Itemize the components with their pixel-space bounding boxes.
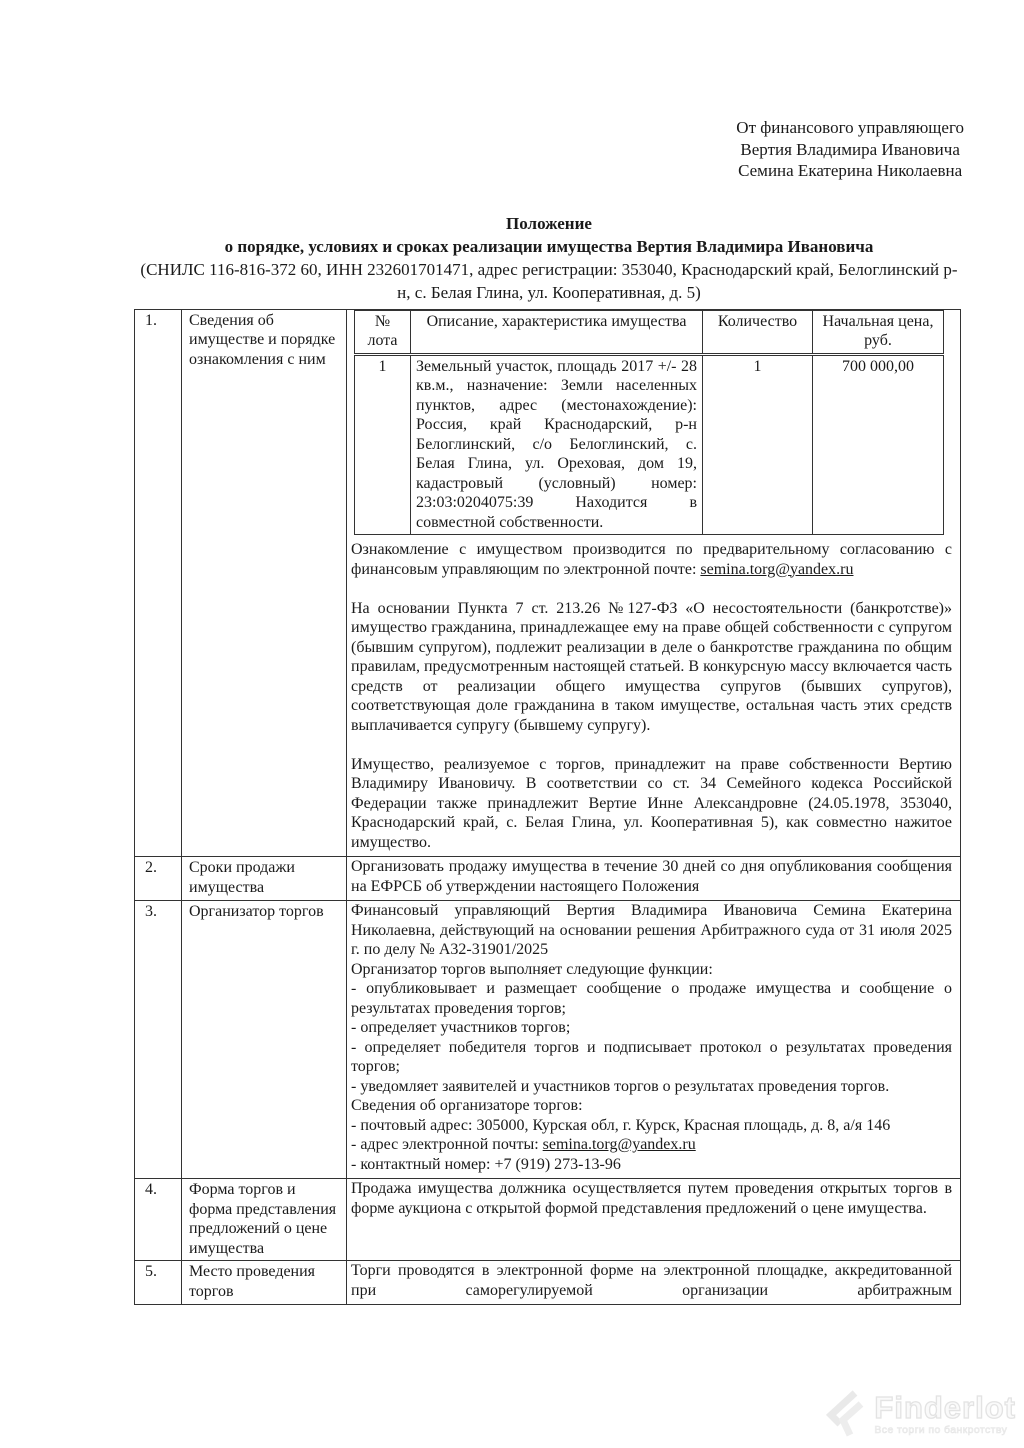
- section-content: [347, 309, 961, 857]
- title-block: [134, 212, 964, 304]
- table-row-auction-form: [135, 1179, 961, 1261]
- phone-line: - контактный номер: +7 (919) 273-13-96: [351, 1155, 621, 1173]
- section-content: [347, 1261, 961, 1305]
- document-title: Положение: [506, 213, 592, 233]
- sender-line: От финансового управляющего: [736, 118, 964, 137]
- viewing-paragraph: [351, 540, 952, 579]
- email-link[interactable]: semina.torg@yandex.ru: [542, 1136, 696, 1153]
- lot-col-header-price: Начальная цена, руб.: [813, 310, 944, 354]
- functions-heading: Организатор торгов выполняет следующие функции:: [351, 960, 713, 978]
- function-item: - определяет участников торгов;: [351, 1019, 571, 1036]
- finderlot-logo-icon: [819, 1388, 869, 1440]
- organizer-details-heading: Сведения об организаторе торгов:: [351, 1097, 583, 1114]
- regulation-table: [134, 309, 961, 1306]
- blank-line: [351, 735, 952, 755]
- lot-start-price: 700 000,00: [813, 354, 944, 535]
- document-title-details: (СНИЛС 116-816-372 60, ИНН 232601701471, адрес регистрации: 353040, Краснодарский край, Белоглинский р-н, с. Белая Глина, ул. Кооперативная, д. 5): [140, 259, 958, 302]
- section-content: [347, 857, 961, 901]
- email-link[interactable]: semina.torg@yandex.ru: [700, 560, 854, 578]
- section-label: Сроки продажи имущества: [182, 857, 347, 901]
- section-content: [347, 1179, 961, 1261]
- lot-col-header-number: № лота: [355, 310, 411, 354]
- lot-quantity: 1: [703, 354, 813, 535]
- section-content: [347, 901, 961, 1179]
- email-line: [351, 1135, 952, 1155]
- watermark-tagline: Все торги по банкротству: [874, 1423, 1008, 1436]
- blank-line: [351, 579, 952, 599]
- postal-address: - почтовый адрес: 305000, Курская обл, г. Курск, Красная площадь, д. 8, а/я 146: [351, 1116, 891, 1134]
- table-row-sale-terms: [135, 857, 961, 901]
- lot-table: [354, 310, 944, 536]
- lot-table-data-row: [355, 354, 944, 535]
- ownership-paragraph: Имущество, реализуемое с торгов, принадлежит на праве собственности Вертию Владимиру Ивановичу. В соответствии со ст. 34 Семейного кодекса Российской Федерации также принадлежит Вертие Инне Александровне (24.05.1978, 353040, Краснодарский край, с. Белая Глина, ул. Кооперативная 5), как совместно нажитое имущество.: [351, 755, 952, 851]
- sender-block: [134, 0, 964, 182]
- lot-col-header-quantity: Количество: [703, 310, 813, 354]
- section-text: Торги проводятся в электронной форме на электронной площадке, аккредитованной при саморегулируемой организации арбитражным: [351, 1262, 952, 1299]
- finderlot-watermark: [819, 1388, 1016, 1440]
- section-number: 2.: [135, 857, 182, 901]
- law-paragraph: На основании Пункта 7 ст. 213.26 №127-ФЗ «О несостоятельности (банкротстве)» имущество гражданина, принадлежащее ему на праве общей собственности с супругом (бывшим супругом), подлежит реализации в деле о банкротстве гражданина по общим правилам, предусмотренным настоящей статьей. В конкурсную массу включается часть средств от реализации общего имущества супругов (бывших супругов), соответствующая доле гражданина в таком имуществе, остальная часть этих средств выплачивается супругу (бывшему супругу).: [351, 599, 952, 734]
- viewing-text: Ознакомление с имуществом производится по предварительному согласованию с финансовым управляющим по электронной почте:: [351, 541, 952, 578]
- section-text: Организовать продажу имущества в течение 30 дней со дня опубликования сообщения на ЕФРСБ об утверждении настоящего Положения: [351, 858, 952, 895]
- lot-table-header-row: [355, 310, 944, 354]
- document-subtitle: о порядке, условиях и сроках реализации имущества Вертия Владимира Ивановича: [224, 236, 874, 256]
- table-row-organizer: [135, 901, 961, 1179]
- section-number: 5.: [135, 1261, 182, 1305]
- function-item: - опубликовывает и размещает сообщение о продаже имущества и сообщение о результатах проведения торгов;: [351, 980, 952, 1017]
- organizer-intro: Финансовый управляющий Вертия Владимира Ивановича Семина Екатерина Николаевна, действующий на основании решения Арбитражного суда от 31 июля 2025 г. по делу № А32-31901/2025: [351, 902, 952, 958]
- sender-line: Вертия Владимира Ивановича: [740, 139, 960, 159]
- lot-col-header-description: Описание, характеристика имущества: [411, 310, 703, 354]
- section-text: Продажа имущества должника осуществляется путем проведения открытых торгов в форме аукциона с открытой формой представления предложений о цене имущества.: [351, 1180, 952, 1217]
- table-row-venue: [135, 1261, 961, 1305]
- function-item: - уведомляет заявителей и участников торгов о результатах проведения торгов.: [351, 1077, 890, 1095]
- watermark-brand: Finderlot: [874, 1389, 1016, 1425]
- document-page: [134, 0, 964, 1305]
- section-label: Организатор торгов: [182, 901, 347, 1179]
- email-label: - адрес электронной почты:: [351, 1136, 543, 1153]
- section-number: 4.: [135, 1179, 182, 1261]
- section-label: Сведения об имуществе и порядке ознакомления с ним: [182, 309, 347, 857]
- lot-description: Земельный участок, площадь 2017 +/- 28 кв.м., назначение: Земли населенных пунктов, адрес (местонахождение): Россия, край Краснодарский, р-н Белоглинский, с/о Белоглинский, с. Белая Глина, ул. Ореховая, дом 19, кадастровый (условный) номер: 23:03:0204075:39 Находится в совместной собственности.: [411, 354, 703, 535]
- section-label: Форма торгов и форма представления предложений о цене имущества: [182, 1179, 347, 1261]
- section-label: Место проведения торгов: [182, 1261, 347, 1305]
- table-row-property-info: [135, 309, 961, 857]
- section-number: 3.: [135, 901, 182, 1179]
- function-item: - определяет победителя торгов и подписывает протокол о результатах проведения торгов;: [351, 1038, 952, 1075]
- section-number: 1.: [135, 309, 182, 857]
- sender-line: Семина Екатерина Николаевна: [738, 161, 963, 180]
- lot-number: 1: [355, 354, 411, 535]
